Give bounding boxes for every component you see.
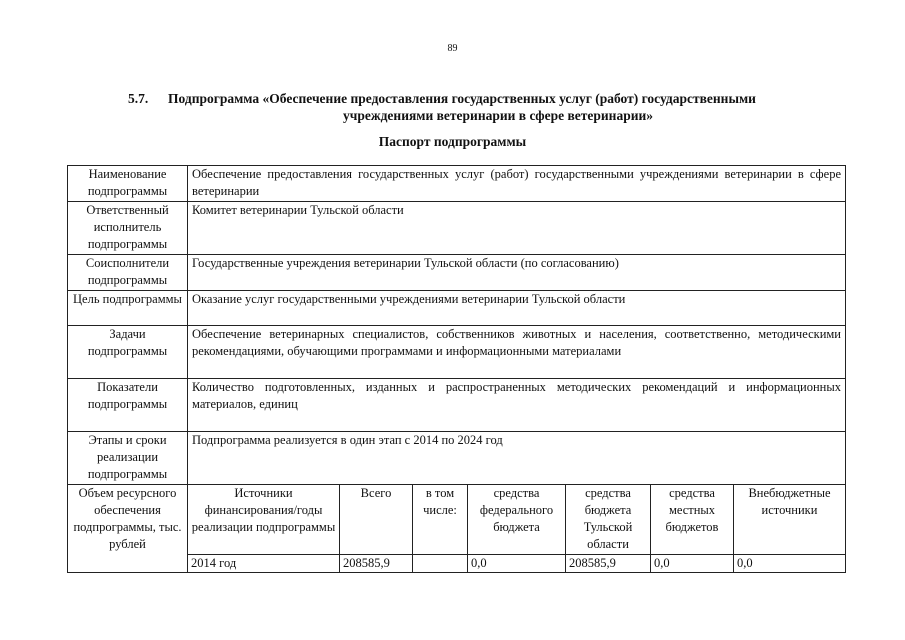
section-title-line-2: учреждениями ветеринарии в сфере ветеринарии» <box>342 108 654 123</box>
finance-header-sources: Источники финансирования/годы реализации подпрограммы <box>188 485 340 555</box>
row-value: Оказание услуг государственными учреждениями ветеринарии Тульской области <box>188 291 846 326</box>
finance-federal: 0,0 <box>468 555 566 573</box>
row-value: Государственные учреждения ветеринарии Тульской области (по согласованию) <box>188 255 846 291</box>
finance-label: Объем ресурсного обеспечения подпрограммы, тыс. рублей <box>68 485 188 573</box>
page-number: 89 <box>447 43 458 54</box>
finance-local: 0,0 <box>651 555 734 573</box>
row-label: Ответственный исполнитель подпрограммы <box>68 202 188 255</box>
finance-header-offbudget: Внебюджетные источники <box>734 485 846 555</box>
row-label: Показатели подпрограммы <box>68 379 188 432</box>
section-number: 5.7. <box>128 91 149 106</box>
table-row <box>68 202 846 255</box>
finance-regional: 208585,9 <box>566 555 651 573</box>
row-value: Количество подготовленных, изданных и распространенных методических рекомендаций и информационных материалов, единиц <box>188 379 846 432</box>
finance-header-regional: средства бюджета Тульской области <box>566 485 651 555</box>
row-value: Комитет ветеринарии Тульской области <box>188 202 846 255</box>
table-row <box>68 432 846 485</box>
row-label: Соисполнители подпрограммы <box>68 255 188 291</box>
table-row <box>68 379 846 432</box>
row-label: Наименование подпрограммы <box>68 166 188 202</box>
row-label: Цель подпрограммы <box>68 291 188 326</box>
table-row <box>68 326 846 379</box>
section-title-line-1: Подпрограмма «Обеспечение предоставления государственных услуг (работ) государственными <box>168 91 756 106</box>
finance-header-including: в том числе: <box>413 485 468 555</box>
table-row <box>68 291 846 326</box>
passport-table <box>67 165 846 573</box>
finance-year: 2014 год <box>188 555 340 573</box>
row-value: Обеспечение ветеринарных специалистов, собственников животных и населения, соответственно, методическими рекомендациями, обучающими программами и информационными материалами <box>188 326 846 379</box>
finance-total: 208585,9 <box>340 555 413 573</box>
section-heading <box>128 90 828 124</box>
finance-header-federal: средства федерального бюджета <box>468 485 566 555</box>
table-row <box>68 166 846 202</box>
finance-header-row <box>68 485 846 555</box>
table-row <box>68 255 846 291</box>
row-value: Подпрограмма реализуется в один этап с 2014 по 2024 год <box>188 432 846 485</box>
row-label: Этапы и сроки реализации подпрограммы <box>68 432 188 485</box>
row-value: Обеспечение предоставления государственных услуг (работ) государственными учреждениями ветеринарии в сфере ветеринарии <box>188 166 846 202</box>
finance-including <box>413 555 468 573</box>
row-label: Задачи подпрограммы <box>68 326 188 379</box>
finance-header-local: средства местных бюджетов <box>651 485 734 555</box>
finance-header-total: Всего <box>340 485 413 555</box>
finance-offbudget: 0,0 <box>734 555 846 573</box>
passport-title: Паспорт подпрограммы <box>378 134 527 149</box>
